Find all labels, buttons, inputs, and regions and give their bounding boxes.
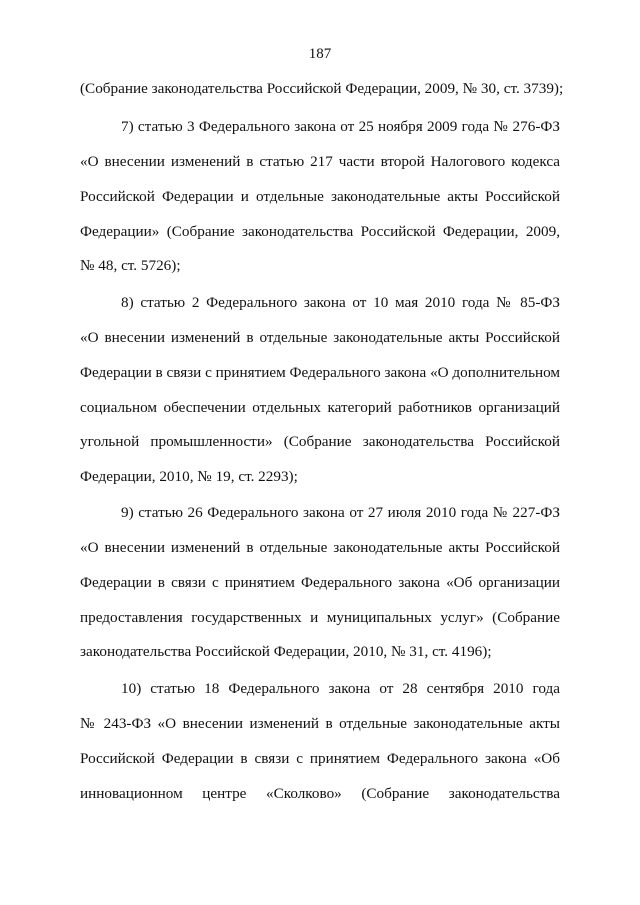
paragraph-7-line: Федерации» (Собрание законодательства Российской Федерации, 2009, — [80, 223, 560, 240]
paragraph-9-line: Федерации в связи с принятием Федерального закона «Об организации — [80, 574, 560, 591]
paragraph-8-line: Федерации в связи с принятием Федерального закона «О дополнительном — [80, 364, 561, 381]
paragraph-8-line: 8) статью 2 Федерального закона от 10 мая 2010 года № 85-ФЗ — [121, 294, 560, 311]
paragraph-9-line: «О внесении изменений в отдельные законодательные акты Российской — [80, 539, 560, 556]
paragraph-7-line: Российской Федерации и отдельные законодательные акты Российской — [80, 188, 560, 205]
paragraph-8-line: «О внесении изменений в отдельные законодательные акты Российской — [80, 329, 560, 346]
paragraph-8-line: социальном обеспечении отдельных категорий работников организаций — [80, 399, 560, 416]
page-number: 187 — [308, 46, 332, 62]
paragraph-10-line: Российской Федерации в связи с принятием Федерального закона «Об — [80, 750, 560, 767]
paragraph-7-line: «О внесении изменений в статью 217 части второй Налогового кодекса — [80, 153, 560, 170]
paragraph-10-line: инновационном центре «Сколково» (Собрание законодательства — [80, 785, 560, 802]
paragraph-10-line: № 243-ФЗ «О внесении изменений в отдельные законодательные акты — [80, 715, 560, 732]
text-line: (Собрание законодательства Российской Федерации, 2009, № 30, ст. 3739); — [80, 80, 564, 97]
paragraph-9-line: законодательства Российской Федерации, 2010, № 31, ст. 4196); — [80, 643, 492, 660]
paragraph-8-line: Федерации, 2010, № 19, ст. 2293); — [80, 468, 298, 485]
paragraph-9-line: 9) статью 26 Федерального закона от 27 июля 2010 года № 227-ФЗ — [121, 504, 560, 521]
paragraph-7-line: № 48, ст. 5726); — [80, 257, 181, 274]
paragraph-8-line: угольной промышленности» (Собрание законодательства Российской — [80, 433, 560, 450]
paragraph-7-line: 7) статью 3 Федерального закона от 25 ноября 2009 года № 276-ФЗ — [121, 118, 560, 135]
paragraph-10-line: 10) статью 18 Федерального закона от 28 сентября 2010 года — [121, 680, 560, 697]
paragraph-9-line: предоставления государственных и муниципальных услуг» (Собрание — [80, 609, 560, 626]
